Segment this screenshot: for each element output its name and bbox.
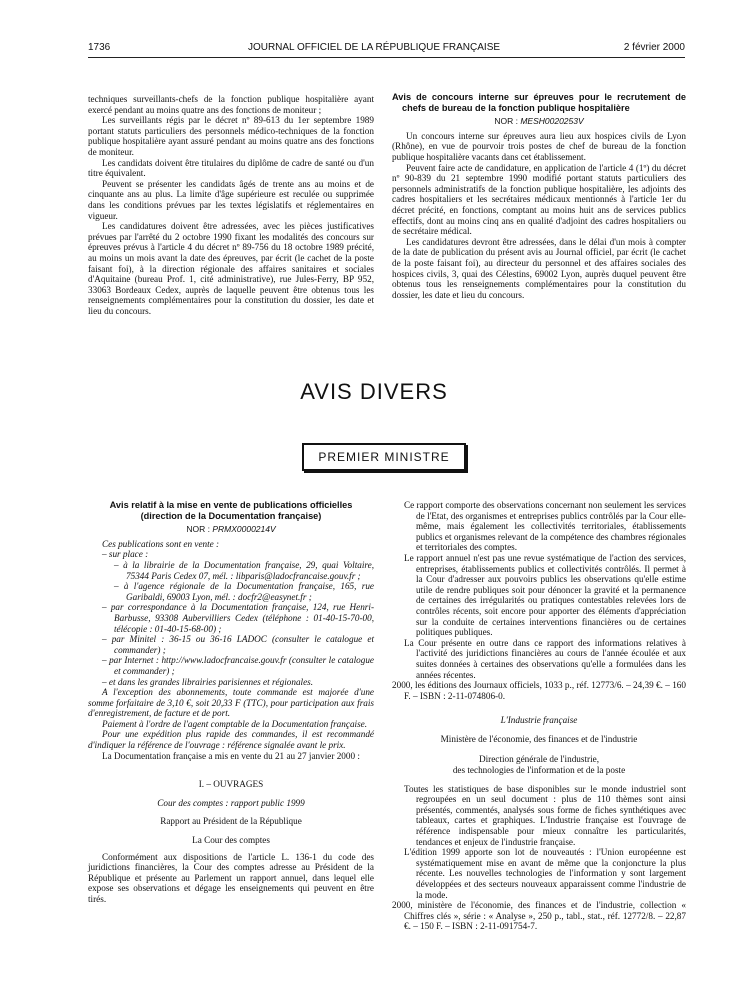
direction-line: Direction générale de l'industrie, — [478, 754, 600, 765]
paragraph: Toutes les statistiques de base disponibles sur le monde industriel sont regroupées en un seul document : plus de 110 thèmes sont ainsi présentés, commentés, analysés sous forme de fiches synthétiques avec tableaux, cartes et graphiques. L'Industrie française est l'ouvrage de référence indispensable pour mieux connaître les particularités, tendances et enjeux de l'industrie française. — [404, 783, 686, 847]
paragraph: A l'exception des abonnements, toute commande est majorée d'une somme forfaitaire de 3,10 €, soit 20,33 F (TTC), pour participation aux frais d'enregistrement, de facture et de port. — [88, 687, 374, 719]
notice-title: Avis relatif à la mise en vente de publications officielles (direction de la Documentation française) — [109, 500, 353, 521]
paragraph: Les candidats doivent être titulaires du diplôme de cadre de santé ou d'un titre équivalent. — [88, 157, 374, 179]
journal-title: JOURNAL OFFICIEL DE LA RÉPUBLIQUE FRANÇAISE — [247, 42, 501, 53]
heading-rapport: Rapport au Président de la République — [160, 816, 302, 827]
paragraph: Conformément aux dispositions de l'article L. 136-1 du code des juridictions financières, la Cour des comptes adresse au Président de la République et présente au Parlement un rapport annuel, dans lequel elle expose ses observations et dégage les enseignements qui peuvent en être tirés. — [88, 851, 374, 904]
top-left-column — [88, 94, 374, 316]
top-right-column — [392, 92, 686, 300]
paragraph: techniques surveillants-chefs de la fonction publique hospitalière ayant exercé pendant au moins quatre ans des fonctions de moniteur ; — [88, 94, 374, 115]
list-item: – par Minitel : 36-15 ou 36-16 LADOC (consulter le catalogue et commander) ; — [102, 634, 374, 655]
section-title: AVIS DIVERS — [300, 379, 448, 404]
bottom-left-column — [88, 500, 374, 905]
paragraph: Pour une expédition plus rapide des commandes, il est recommandé d'indiquer la référence de l'ouvrage : référence signalée avant le prix. — [88, 729, 374, 751]
heading-cour-des-comptes: Cour des comptes : rapport public 1999 — [157, 797, 305, 808]
list-item: – et dans les grandes librairies parisiennes et régionales. — [102, 676, 314, 687]
list-item: – à la librairie de la Documentation française, 29, quai Voltaire, 75344 Paris Cedex 07, mél. : libparis@ladocfrancaise.gouv.fr ; — [114, 559, 374, 581]
list-item: – par correspondance à la Documentation française, 124, rue Henri-Barbusse, 93308 Aubervilliers Cedex (téléphone : 01-40-15-70-00, télécopie : 01-40-15-68-00) ; — [102, 602, 374, 634]
paragraph: Peuvent se présenter les candidats âgés de trente ans au moins et de cinquante ans au plus. La limite d'âge supérieure est reculée ou supprimée dans les conditions prévues par les textes législatifs et réglementaires en vigueur. — [88, 178, 374, 221]
paragraph: Le rapport annuel n'est pas une revue systématique de l'action des services, entreprises, établissements publics et collectivités contrôlés. Il permet à la Cour d'adresser aux pouvoirs publics les observations qu'elle estime utile de rendre publiques soit pour dénoncer la gravité et la permanence de certaines des irrégularités ou pratiques contestables relevées lors de contrôles récents, soit encore pour apporter des éléments d'appréciation sur la conduite de certaines interventions financières ou de certaines politiques publiques. — [404, 552, 686, 638]
header-rule — [88, 57, 685, 58]
heading-la-cour: La Cour des comptes — [192, 835, 270, 846]
bottom-right-column — [392, 500, 686, 932]
list-item: – sur place : — [102, 549, 149, 560]
paragraph: Un concours interne sur épreuves aura lieu aux hospices civils de Lyon (Rhône), en vue de pourvoir trois postes de chef de bureau de la fonction publique hospitalière vacants dans cet établissement. — [392, 130, 686, 162]
nor-reference: NOR : MESH0020253V — [494, 116, 584, 127]
paragraph: Paiement à l'ordre de l'agent comptable de la Documentation française. — [102, 718, 368, 729]
list-item: – à l'agence régionale de la Documentation française, 165, rue Garibaldi, 69003 Lyon, mél. : docfr2@easynet.fr ; — [114, 581, 374, 602]
paragraph: Les candidatures doivent être adressées, avec les pièces justificatives prévues par l'arrêté du 2 octobre 1990 fixant les modalités des concours sur épreuves prévus à l'article 4 du décret nº 89-756 du 18 octobre 1989 précité, au moins un mois avant la date des épreuves, par écrit (le cachet de la poste faisant foi), à la direction régionale des affaires sanitaires et sociales d'Aquitaine (bureau Prof. 1, cité administrative), rue Jules-Ferry, BP 952, 33063 Bordeaux Cedex, auprès de laquelle peuvent être obtenus tous les renseignements complémentaires pour la constitution du dossier, les date et lieu du concours. — [88, 221, 374, 316]
paragraph: Les surveillants régis par le décret nº 89-613 du 1er septembre 1989 portant statuts particuliers des personnels médico-techniques de la fonction publique hospitalière ayant assuré pendant au moins quatre ans des fonctions de moniteur. — [88, 115, 374, 157]
reference-line: 2000, ministère de l'économie, des finances et de l'industrie, collection « Chiffres clés », série : « Analyse », 250 p., tabl., stat., réf. 12772/8. – 22,87 €. – 150 F. – ISBN : 2-11-091754-7. — [392, 900, 686, 932]
direction-line: des technologies de l'information et de la poste — [452, 765, 626, 776]
heading-industrie: L'Industrie française — [500, 715, 578, 726]
paragraph: La Documentation française a mis en vente du 21 au 27 janvier 2000 : — [102, 750, 360, 761]
paragraph: Peuvent faire acte de candidature, en application de l'article 4 (1º) du décret nº 90-839 du 21 septembre 1990 modifié portant statuts particuliers des personnels administratifs de la fonction publique hospitalière, les adjoints des cadres hospitaliers et les secrétaires médicaux mentionnés à l'article 1er du décret précité, en fonctions, comptant au moins huit ans de services publics effectifs, dont au moins cinq ans en qualité d'adjoint des cadres hospitaliers ou de secrétaire médical. — [392, 162, 686, 237]
paragraph: La Cour présente en outre dans ce rapport des informations relatives à l'activité des juridictions financières au cours de l'année écoulée et aux suites données à certaines des observations qu'elle a formulées dans les années récentes. — [404, 637, 686, 680]
ministry-box: PREMIER MINISTRE — [302, 443, 466, 471]
reference-line: 2000, les éditions des Journaux officiels, 1033 p., réf. 12773/6. – 24,39 €. – 160 F. – ISBN : 2-11-074806-0. — [392, 680, 686, 701]
issue-date: 2 février 2000 — [623, 42, 685, 53]
page-number: 1736 — [88, 42, 111, 53]
intro-line: Ces publications sont en vente : — [102, 538, 220, 549]
paragraph: Ce rapport comporte des observations concernant non seulement les services de l'Etat, des organismes et entreprises publics contrôlés par la Cour elle-même, mais également les collectivités territoriales, établissements publics et organismes relevant de la compétence des chambres régionales et territoriales des comptes. — [404, 500, 686, 553]
ministry-line: Ministère de l'économie, des finances et de l'industrie — [440, 733, 638, 744]
notice-title: Avis de concours interne sur épreuves pour le recrutement de chefs de bureau de la fonction publique hospitalière — [392, 92, 686, 113]
heading-ouvrages: I. – OUVRAGES — [198, 779, 264, 790]
paragraph: L'édition 1999 apporte son lot de nouveautés : l'Union européenne est systématiquement mise en avant de même que la conjoncture la plus récente. Les nouvelles technologies de l'information y sont largement développées et des secteurs nouveaux apparaissent comme l'industrie de la mode. — [404, 847, 686, 900]
nor-reference: NOR : PRMX0000214V — [186, 524, 276, 535]
paragraph: Les candidatures devront être adressées, dans le délai d'un mois à compter de la date de publication du présent avis au Journal officiel, par écrit (le cachet de la poste faisant foi), au directeur du personnel et des affaires sociales des hospices civils, 3, quai des Célestins, 69002 Lyon, auprès duquel peuvent être obtenus tous les renseignements complémentaires pour la constitution du dossier, les date et lieu du concours. — [392, 236, 686, 300]
list-item: – par Internet : http://www.ladocfrancaise.gouv.fr (consulter le catalogue et commander) ; — [102, 655, 374, 676]
